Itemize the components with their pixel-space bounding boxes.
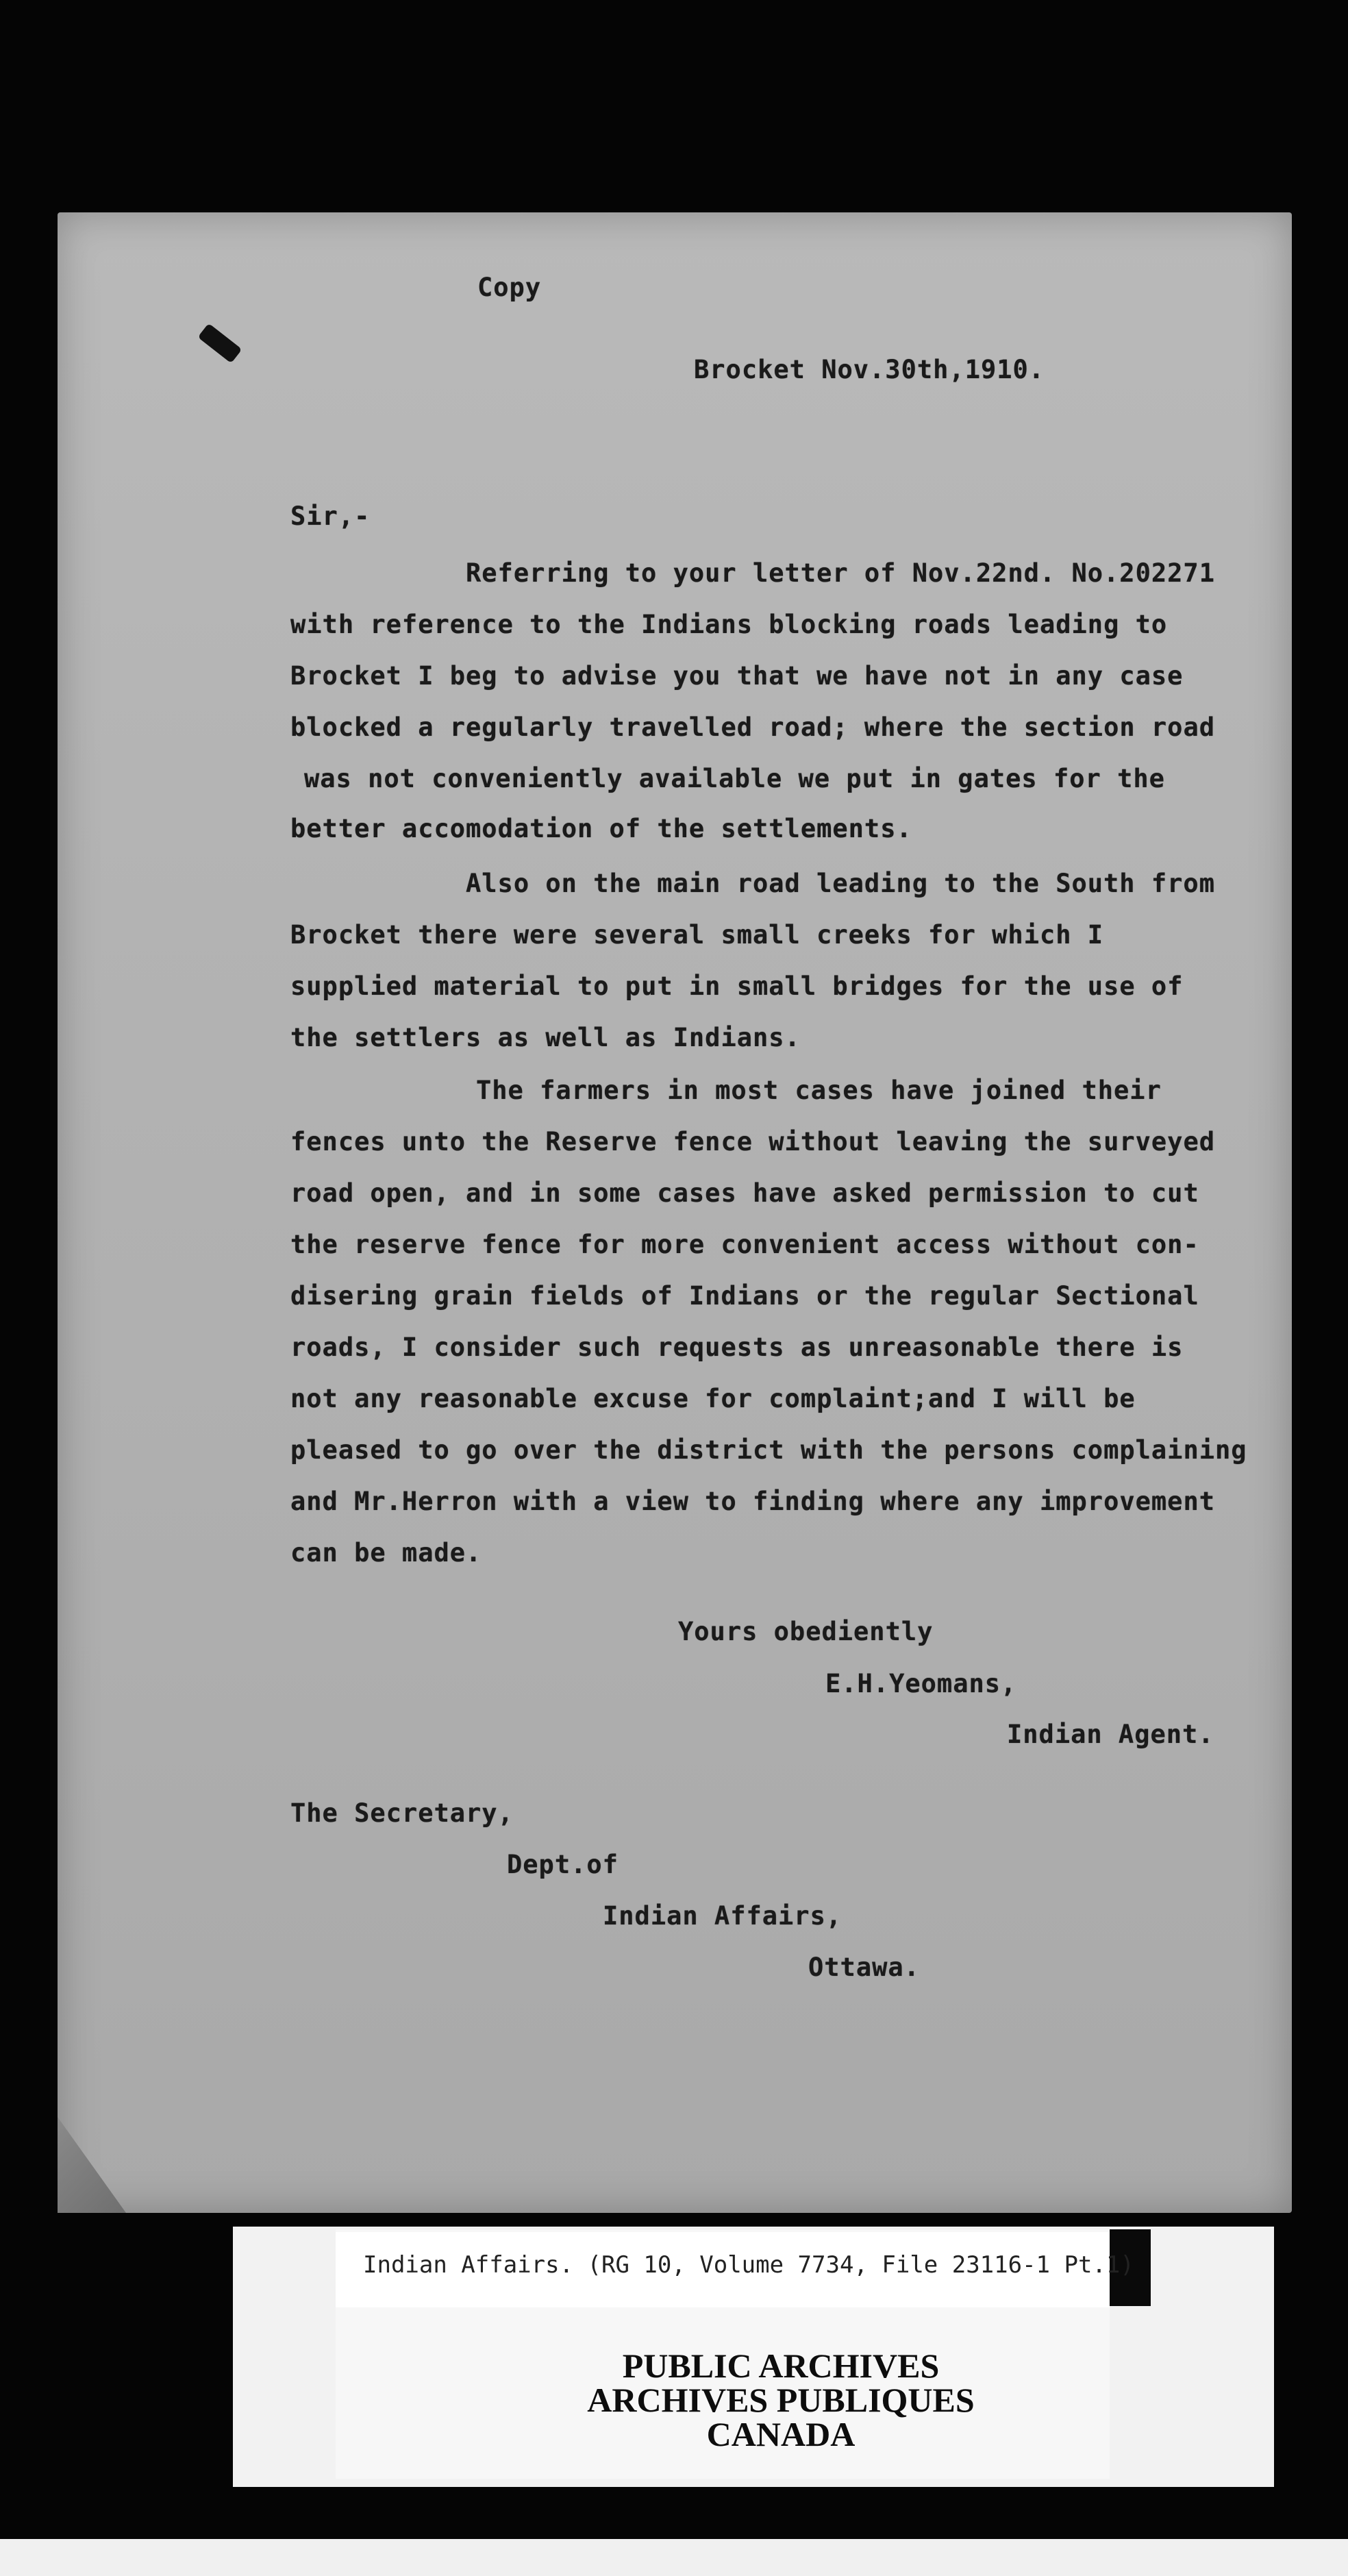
body-line: road open, and in some cases have asked permission to cut: [290, 1178, 1199, 1208]
signer-name: E.H.Yeomans,: [825, 1669, 1017, 1698]
body-line: The farmers in most cases have joined their: [476, 1076, 1162, 1105]
signer-title: Indian Agent.: [1007, 1720, 1214, 1749]
body-line: supplied material to put in small bridges for the use of: [290, 971, 1184, 1001]
closing: Yours obediently: [678, 1617, 934, 1646]
place-date: Brocket Nov.30th,1910.: [694, 355, 1045, 384]
body-line: the reserve fence for more convenient access without con-: [290, 1230, 1199, 1259]
archives-fr: ARCHIVES PUBLIQUES: [587, 2381, 975, 2419]
body-line: Also on the main road leading to the South from: [466, 869, 1215, 898]
copy-label: Copy: [477, 273, 542, 302]
body-line: Brocket I beg to advise you that we have not in any case: [290, 661, 1184, 691]
body-line: Brocket there were several small creeks for which I: [290, 920, 1104, 950]
body-line: was not conveniently available we put in gates for the: [304, 764, 1165, 793]
archives-country: CANADA: [706, 2415, 856, 2453]
body-line: blocked a regularly travelled road; where the section road: [290, 713, 1216, 742]
body-line: roads, I consider such requests as unreasonable there is: [290, 1333, 1184, 1362]
body-line: not any reasonable excuse for complaint;and I will be: [290, 1384, 1136, 1413]
body-line: disering grain fields of Indians or the regular Sectional: [290, 1281, 1199, 1311]
body-line: with reference to the Indians blocking roads leading to: [290, 610, 1168, 639]
body-line: pleased to go over the district with the persons complaining: [290, 1435, 1247, 1465]
archives-stamp: [541, 2346, 1021, 2472]
address-line: Indian Affairs,: [603, 1901, 842, 1931]
address-line: The Secretary,: [290, 1798, 514, 1828]
body-line: and Mr.Herron with a view to finding where any improvement: [290, 1487, 1216, 1516]
archive-reference: Indian Affairs. (RG 10, Volume 7734, File 23116-1 Pt.1): [363, 2251, 1134, 2279]
body-line: better accomodation of the settlements.: [290, 814, 912, 843]
body-line: Referring to your letter of Nov.22nd. No.202271: [466, 558, 1215, 588]
archives-en: PUBLIC ARCHIVES: [622, 2346, 940, 2385]
address-line: Ottawa.: [808, 1953, 920, 1982]
body-line: can be made.: [290, 1538, 482, 1568]
body-line: fences unto the Reserve fence without leaving the surveyed: [290, 1127, 1216, 1156]
salutation: Sir,-: [290, 501, 371, 531]
address-line: Dept.of: [507, 1850, 619, 1879]
body-line: the settlers as well as Indians.: [290, 1023, 801, 1052]
film-edge: [0, 2539, 1348, 2576]
